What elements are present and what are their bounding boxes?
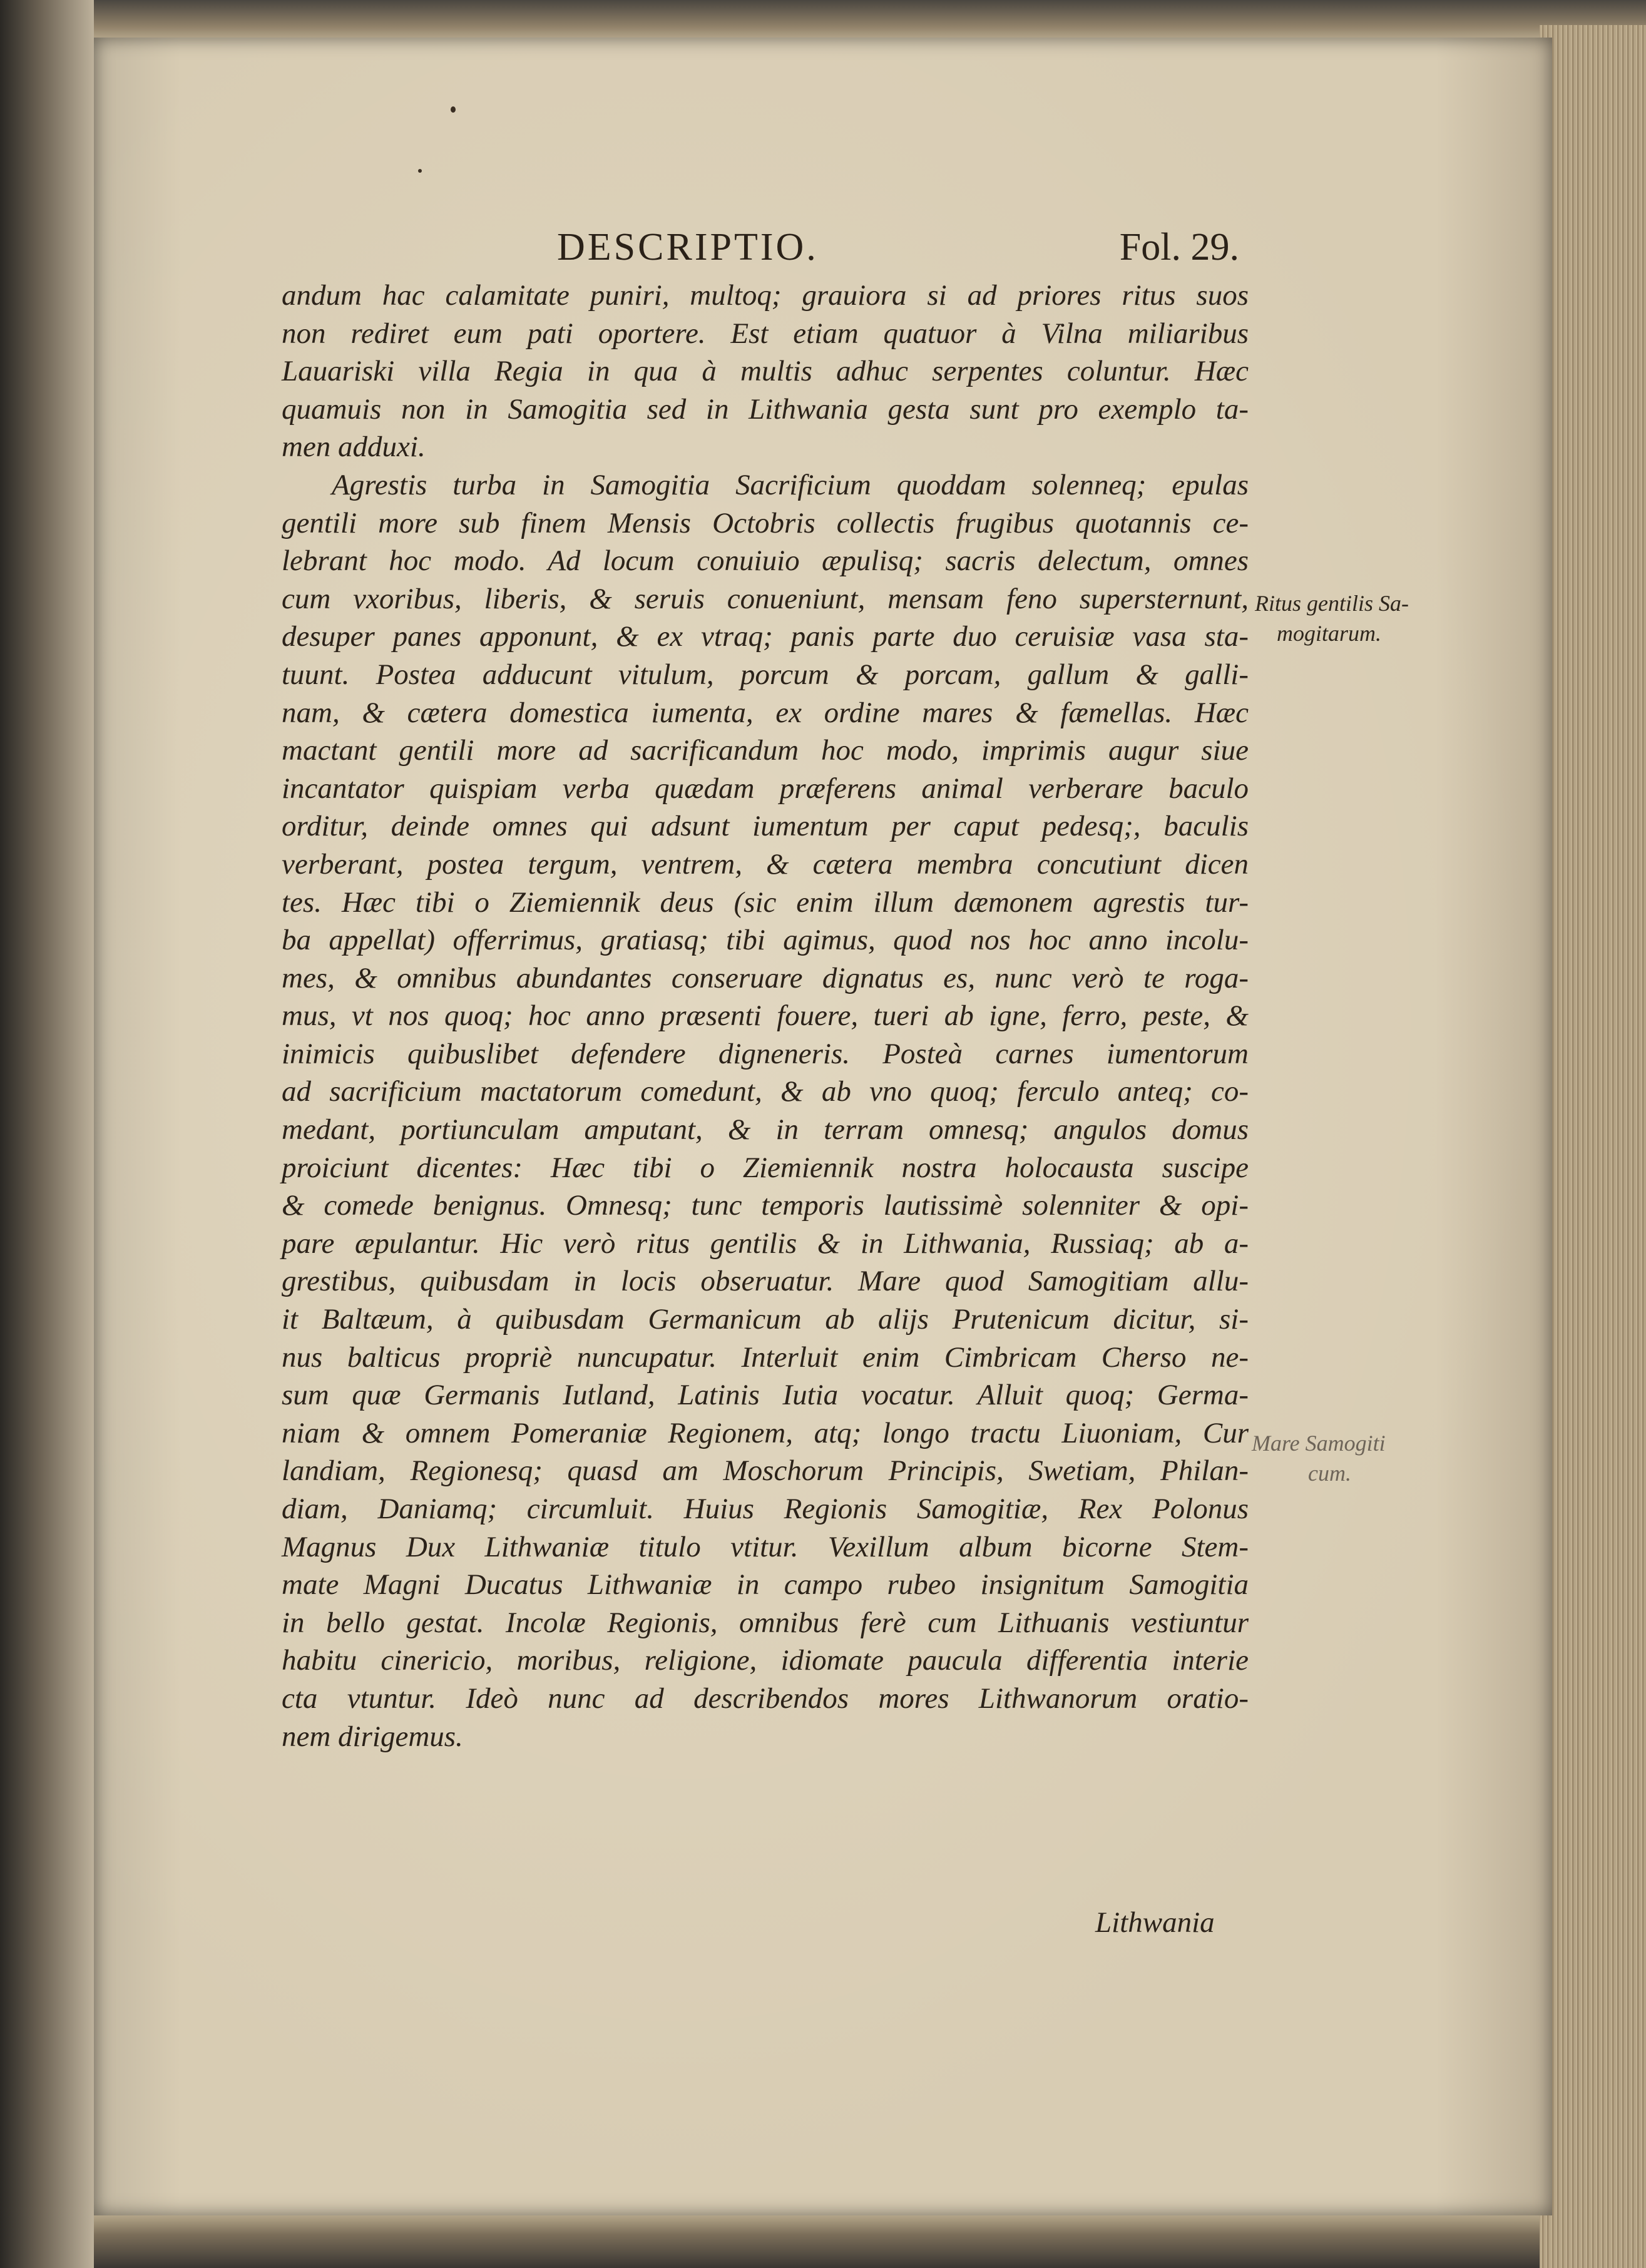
text-line: inimicis quibuslibet defendere digneneris. Posteà carnes iumentorum [282, 1037, 1249, 1070]
text-line: quamuis non in Samogitia sed in Lithwania gesta sunt pro exemplo ta- [282, 392, 1249, 426]
ink-speck [418, 169, 422, 173]
catchword: Lithwania [1095, 1906, 1215, 1939]
text-line: sum quæ Germanis Iutland, Latinis Iutia vocatur. Alluit quoq; Germa- [282, 1379, 1249, 1412]
main-text [282, 277, 1249, 1755]
marginal-note-rites [1255, 588, 1409, 648]
text-line: cum vxoribus, liberis, & seruis conueniunt, mensam feno supersternunt, [282, 582, 1249, 615]
text-line: niam & omnem Pomeraniæ Regionem, atq; longo tractu Liuoniam, Cur [282, 1416, 1249, 1449]
text-line: mate Magni Ducatus Lithwaniæ in campo rubeo insignitum Samogitia [282, 1568, 1249, 1601]
marginal-line: mogitarum. [1277, 621, 1382, 646]
text-line: non rediret eum pati oportere. Est etiam quatuor à Vilna miliaribus [282, 317, 1249, 350]
text-line: ba appellat) offerrimus, gratiasq; tibi agimus, quod nos hoc anno incolu- [282, 924, 1249, 957]
folio-number: Fol. 29. [1119, 226, 1239, 268]
running-title: DESCRIPTIO. [557, 226, 819, 268]
marginal-line: Ritus gentilis Sa- [1255, 591, 1409, 616]
marginal-note-sea [1252, 1428, 1386, 1488]
text-line: ad sacrificium mactatorum comedunt, & ab vno quoq; ferculo anteq; co- [282, 1075, 1249, 1108]
text-line: orditur, deinde omnes qui adsunt iumentum per caput pedesq;, baculis [282, 810, 1249, 843]
text-line: cta vtuntur. Ideò nunc ad describendos mores Lithwanorum oratio- [282, 1682, 1249, 1715]
text-line: gentili more sub finem Mensis Octobris collectis frugibus quotannis ce- [282, 506, 1249, 539]
text-line: tuunt. Postea adducunt vitulum, porcum & porcam, gallum & galli- [282, 658, 1249, 691]
text-line: verberant, postea tergum, ventrem, & cætera membra concutiunt dicen [282, 847, 1249, 881]
text-line: landiam, Regionesq; quasd am Moschorum Principis, Swetiam, Philan- [282, 1454, 1249, 1488]
text-line: medant, portiunculam amputant, & in terram omnesq; angulos domus [282, 1113, 1249, 1147]
text-line: habitu cinericio, moribus, religione, idiomate paucula differentia interie [282, 1644, 1249, 1677]
text-line: pare æpulantur. Hic verò ritus gentilis & in Lithwania, Russiaq; ab a- [282, 1227, 1249, 1260]
text-line: in bello gestat. Incolæ Regionis, omnibus ferè cum Lithuanis vestiuntur [282, 1606, 1249, 1639]
text-line: grestibus, quibusdam in locis obseruatur. Mare quod Samogitiam allu- [282, 1265, 1249, 1298]
text-line: men adduxi. [282, 431, 426, 464]
bottom-edge [94, 2212, 1646, 2268]
text-line: diam, Daniamq; circumluit. Huius Regionis Samogitiæ, Rex Polonus [282, 1493, 1249, 1525]
marginal-line: cum. [1308, 1461, 1351, 1486]
text-line: & comede benignus. Omnesq; tunc temporis lautissimè solenniter & opi- [282, 1189, 1249, 1222]
marginal-line: Mare Samogiti [1252, 1431, 1386, 1456]
fore-edge [1540, 25, 1646, 2268]
ink-speck [451, 106, 456, 113]
page-header [282, 225, 1239, 282]
text-line: incantator quispiam verba quædam præferens animal verberare baculo [282, 772, 1249, 805]
text-line: Lauariski villa Regia in qua à multis adhuc serpentes coluntur. Hæc [282, 355, 1249, 388]
text-line: mes, & omnibus abundantes conseruare dignatus es, nunc verò te roga- [282, 961, 1249, 994]
text-line: mactant gentili more ad sacrificandum hoc modo, imprimis augur siue [282, 734, 1249, 767]
text-line: Magnus Dux Lithwaniæ titulo vtitur. Vexillum album bicorne Stem- [282, 1530, 1249, 1563]
text-line: it Baltæum, à quibusdam Germanicum ab alijs Prutenicum dicitur, si- [282, 1303, 1249, 1336]
text-line: andum hac calamitate puniri, multoq; grauiora si ad priores ritus suos [282, 279, 1249, 312]
text-line: proiciunt dicentes: Hæc tibi o Ziemiennik nostra holocausta suscipe [282, 1151, 1249, 1184]
text-line: nem dirigemus. [282, 1720, 463, 1753]
text-line: Agrestis turba in Samogitia Sacrificium quoddam solenneq; epulas [332, 468, 1249, 501]
text-line: desuper panes apponunt, & ex vtraq; panis parte duo ceruisiæ vasa sta- [282, 620, 1249, 653]
text-line: nus balticus propriè nuncupatur. Interluit enim Cimbricam Cherso ne- [282, 1341, 1249, 1374]
text-line: tes. Hæc tibi o Ziemiennik deus (sic enim illum dæmonem agrestis tur- [282, 886, 1249, 919]
text-line: nam, & cætera domestica iumenta, ex ordine mares & fæmellas. Hæc [282, 696, 1249, 729]
text-line: mus, vt nos quoq; hoc anno præsenti fouere, tueri ab igne, ferro, peste, & [282, 999, 1249, 1033]
text-line: lebrant hoc modo. Ad locum conuiuio æpulisq; sacris delectum, omnes [282, 544, 1249, 578]
